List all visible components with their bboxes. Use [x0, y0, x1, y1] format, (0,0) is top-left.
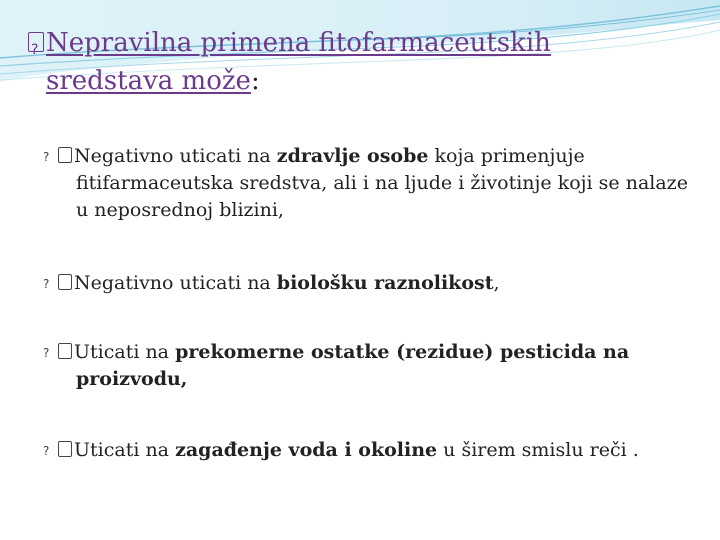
missing-glyph-icon — [58, 147, 72, 163]
list-item — [58, 437, 706, 464]
slide-title — [28, 24, 688, 100]
bullet-text: Uticati na — [74, 439, 176, 461]
bullet-bold-text: zagađenje voda i okoline — [175, 439, 438, 461]
bullet-text: koja primenjuje fitifarmaceutska sredstva, ali i na ljude i životinje koji se nalaze u neposrednoj blizini, — [76, 145, 688, 221]
bullet-bold-text: zdravlje osobe — [276, 145, 429, 167]
missing-glyph-icon — [58, 274, 72, 290]
list-item — [58, 339, 706, 393]
bullet-text: , — [493, 272, 500, 294]
missing-glyph-icon — [28, 32, 44, 52]
bullet-bold-text: biološku raznolikost — [276, 272, 494, 294]
bullet-text: u širem smislu reči . — [437, 439, 639, 461]
bullet-text: Uticati na — [74, 341, 176, 363]
list-item — [58, 143, 706, 224]
bullet-text: Negativno uticati na — [74, 272, 277, 294]
missing-glyph-icon — [58, 441, 72, 457]
title-line-2: sredstava može — [46, 66, 251, 96]
title-line-1: Nepravilna primena fitofarmaceutskih — [46, 28, 551, 58]
bullet-bold-text: prekomerne ostatke (rezidue) pesticida na proizvodu, — [76, 341, 630, 390]
missing-glyph-icon — [58, 343, 72, 359]
title-colon: : — [250, 66, 260, 96]
list-item — [58, 270, 706, 297]
bullet-text: Negativno uticati na — [74, 145, 277, 167]
